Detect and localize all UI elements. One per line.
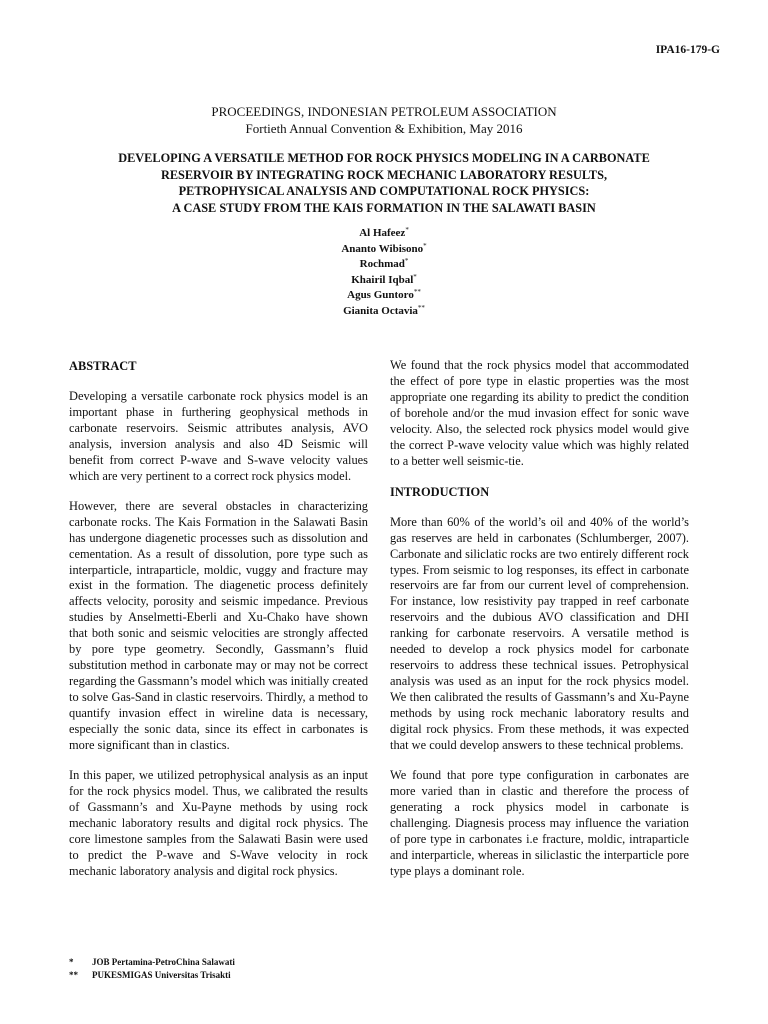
title-line: A CASE STUDY FROM THE KAIS FORMATION IN THE SALAWATI BASIN xyxy=(172,200,596,215)
author: Agus Guntoro** xyxy=(347,288,421,301)
title-line: PETROPHYSICAL ANALYSIS AND COMPUTATIONAL ROCK PHYSICS: xyxy=(178,184,590,198)
abstract-paragraph: Developing a versatile carbonate rock physics model is an important phase in furthering geophysical methods in carbonate reservoirs. Seismic attributes analysis, AVO analysis, inversion analysis and also 4D Seismic will benefit from correct P-wave and S-wave velocity values which are very pertinent to a correct rock physics model. xyxy=(69,389,368,483)
left-column xyxy=(69,358,368,894)
title-line: DEVELOPING A VERSATILE METHOD FOR ROCK PHYSICS MODELING IN A CARBONATE xyxy=(118,151,650,165)
author: Al Hafeez* xyxy=(359,226,409,239)
footnote: * JOB Pertamina-PetroChina Salawati xyxy=(69,957,235,967)
author: Rochmad* xyxy=(359,257,409,270)
abstract-heading: ABSTRACT xyxy=(69,359,137,373)
organization-line: PROCEEDINGS, INDONESIAN PETROLEUM ASSOCIATION xyxy=(211,104,557,119)
proceedings-header xyxy=(0,103,768,137)
author: Ananto Wibisono* xyxy=(341,241,427,255)
footnote: ** PUKESMIGAS Universitas Trisakti xyxy=(69,969,231,980)
introduction-paragraph: More than 60% of the world’s oil and 40% of the world’s gas reserves are held in carbonates (Schlumberger, 2007). Carbonate and siliclatic rocks are two entirely different rock types. From seismic to log responses, its effect in carbonate reservoirs are far from our current level of comprehension. For instance, low resistivity pay trapped in reef carbonate reservoirs and the dubious AVO classification and DHI ranking for carbonate reservoirs. A versatile method is needed to develop a rock physics model for carbonate reservoirs to address these technical issues. Petrophysical analysis was used as an input for the rock physics model. We then calibrated the results of Gassmann’s and Xu-Payne methods by using rock mechanic laboratory results and digital rock physics. From these methods, it was expected that we could develop answers to these technical problems. xyxy=(390,514,689,753)
right-column xyxy=(390,358,689,894)
event-line: Fortieth Annual Convention & Exhibition, May 2016 xyxy=(245,121,523,136)
title-line: RESERVOIR BY INTEGRATING ROCK MECHANIC LABORATORY RESULTS, xyxy=(160,167,608,182)
abstract-paragraph: However, there are several obstacles in characterizing carbonate rocks. The Kais Formation in the Salawati Basin has undergone diagenetic processes such as dissolution and cementation. As a result of dissolution, pore type such as interparticle, intraparticle, moldic, vuggy and fracture may exist in the formation. The diagenetic process definitely affects velocity, porosity and seismic impedance. Previous studies by Anselmetti-Eberli and Xu-Chako have shown that both sonic and seismic velocities are strongly affected by pore type geometry. Secondly, Gassmann’s fluid substitution method in carbonate may or may not be correct regarding the Gassmann’s model which was initially created to solve Gas-Sand in clastic reservoirs. Thirdly, a method to quantify invasion effect in wireline data is necessary, especially the sonic data, since its effect in carbonates is more significant than in clastics. xyxy=(69,498,369,753)
affiliation-footnotes xyxy=(69,956,369,981)
introduction-paragraph: We found that pore type configuration in carbonates are more varied than in clastic and therefore the process of generating a rock physics model in carbonate is challenging. Diagnesis process may influence the variation of pore type in carbonates i.e fracture, moldic, intraparticle and interparticle, whereas in siliclastic the interparticle pore type plays a dominant role. xyxy=(390,767,689,878)
author: Gianita Octavia** xyxy=(343,303,425,317)
abstract-paragraph: In this paper, we utilized petrophysical analysis as an input for the rock physics model. Thus, we calibrated the results of Gassmann’s and Xu-Payne methods by using rock mechanic laboratory results and digital rock physics. The core limestone samples from the Salawati Basin were used to predict the P-wave and S-Wave velocity in rock mechanic laboratory analysis and digital rock physics. xyxy=(69,767,368,878)
paper-title xyxy=(40,150,728,216)
abstract-paragraph: We found that the rock physics model that accommodated the effect of pore type in elastic properties was the most appropriate one regarding its ability to predict the condition of borehole and/or the mud invasion effect for sonic wave velocity. Also, the selected rock physics model would give the correct P-wave velocity value which was highly related to a better well seismic-tie. xyxy=(390,358,689,468)
author-list xyxy=(0,226,768,319)
paper-id: IPA16-179-G xyxy=(655,44,720,56)
author: Khairil Iqbal* xyxy=(351,272,417,286)
introduction-heading: INTRODUCTION xyxy=(390,484,490,499)
